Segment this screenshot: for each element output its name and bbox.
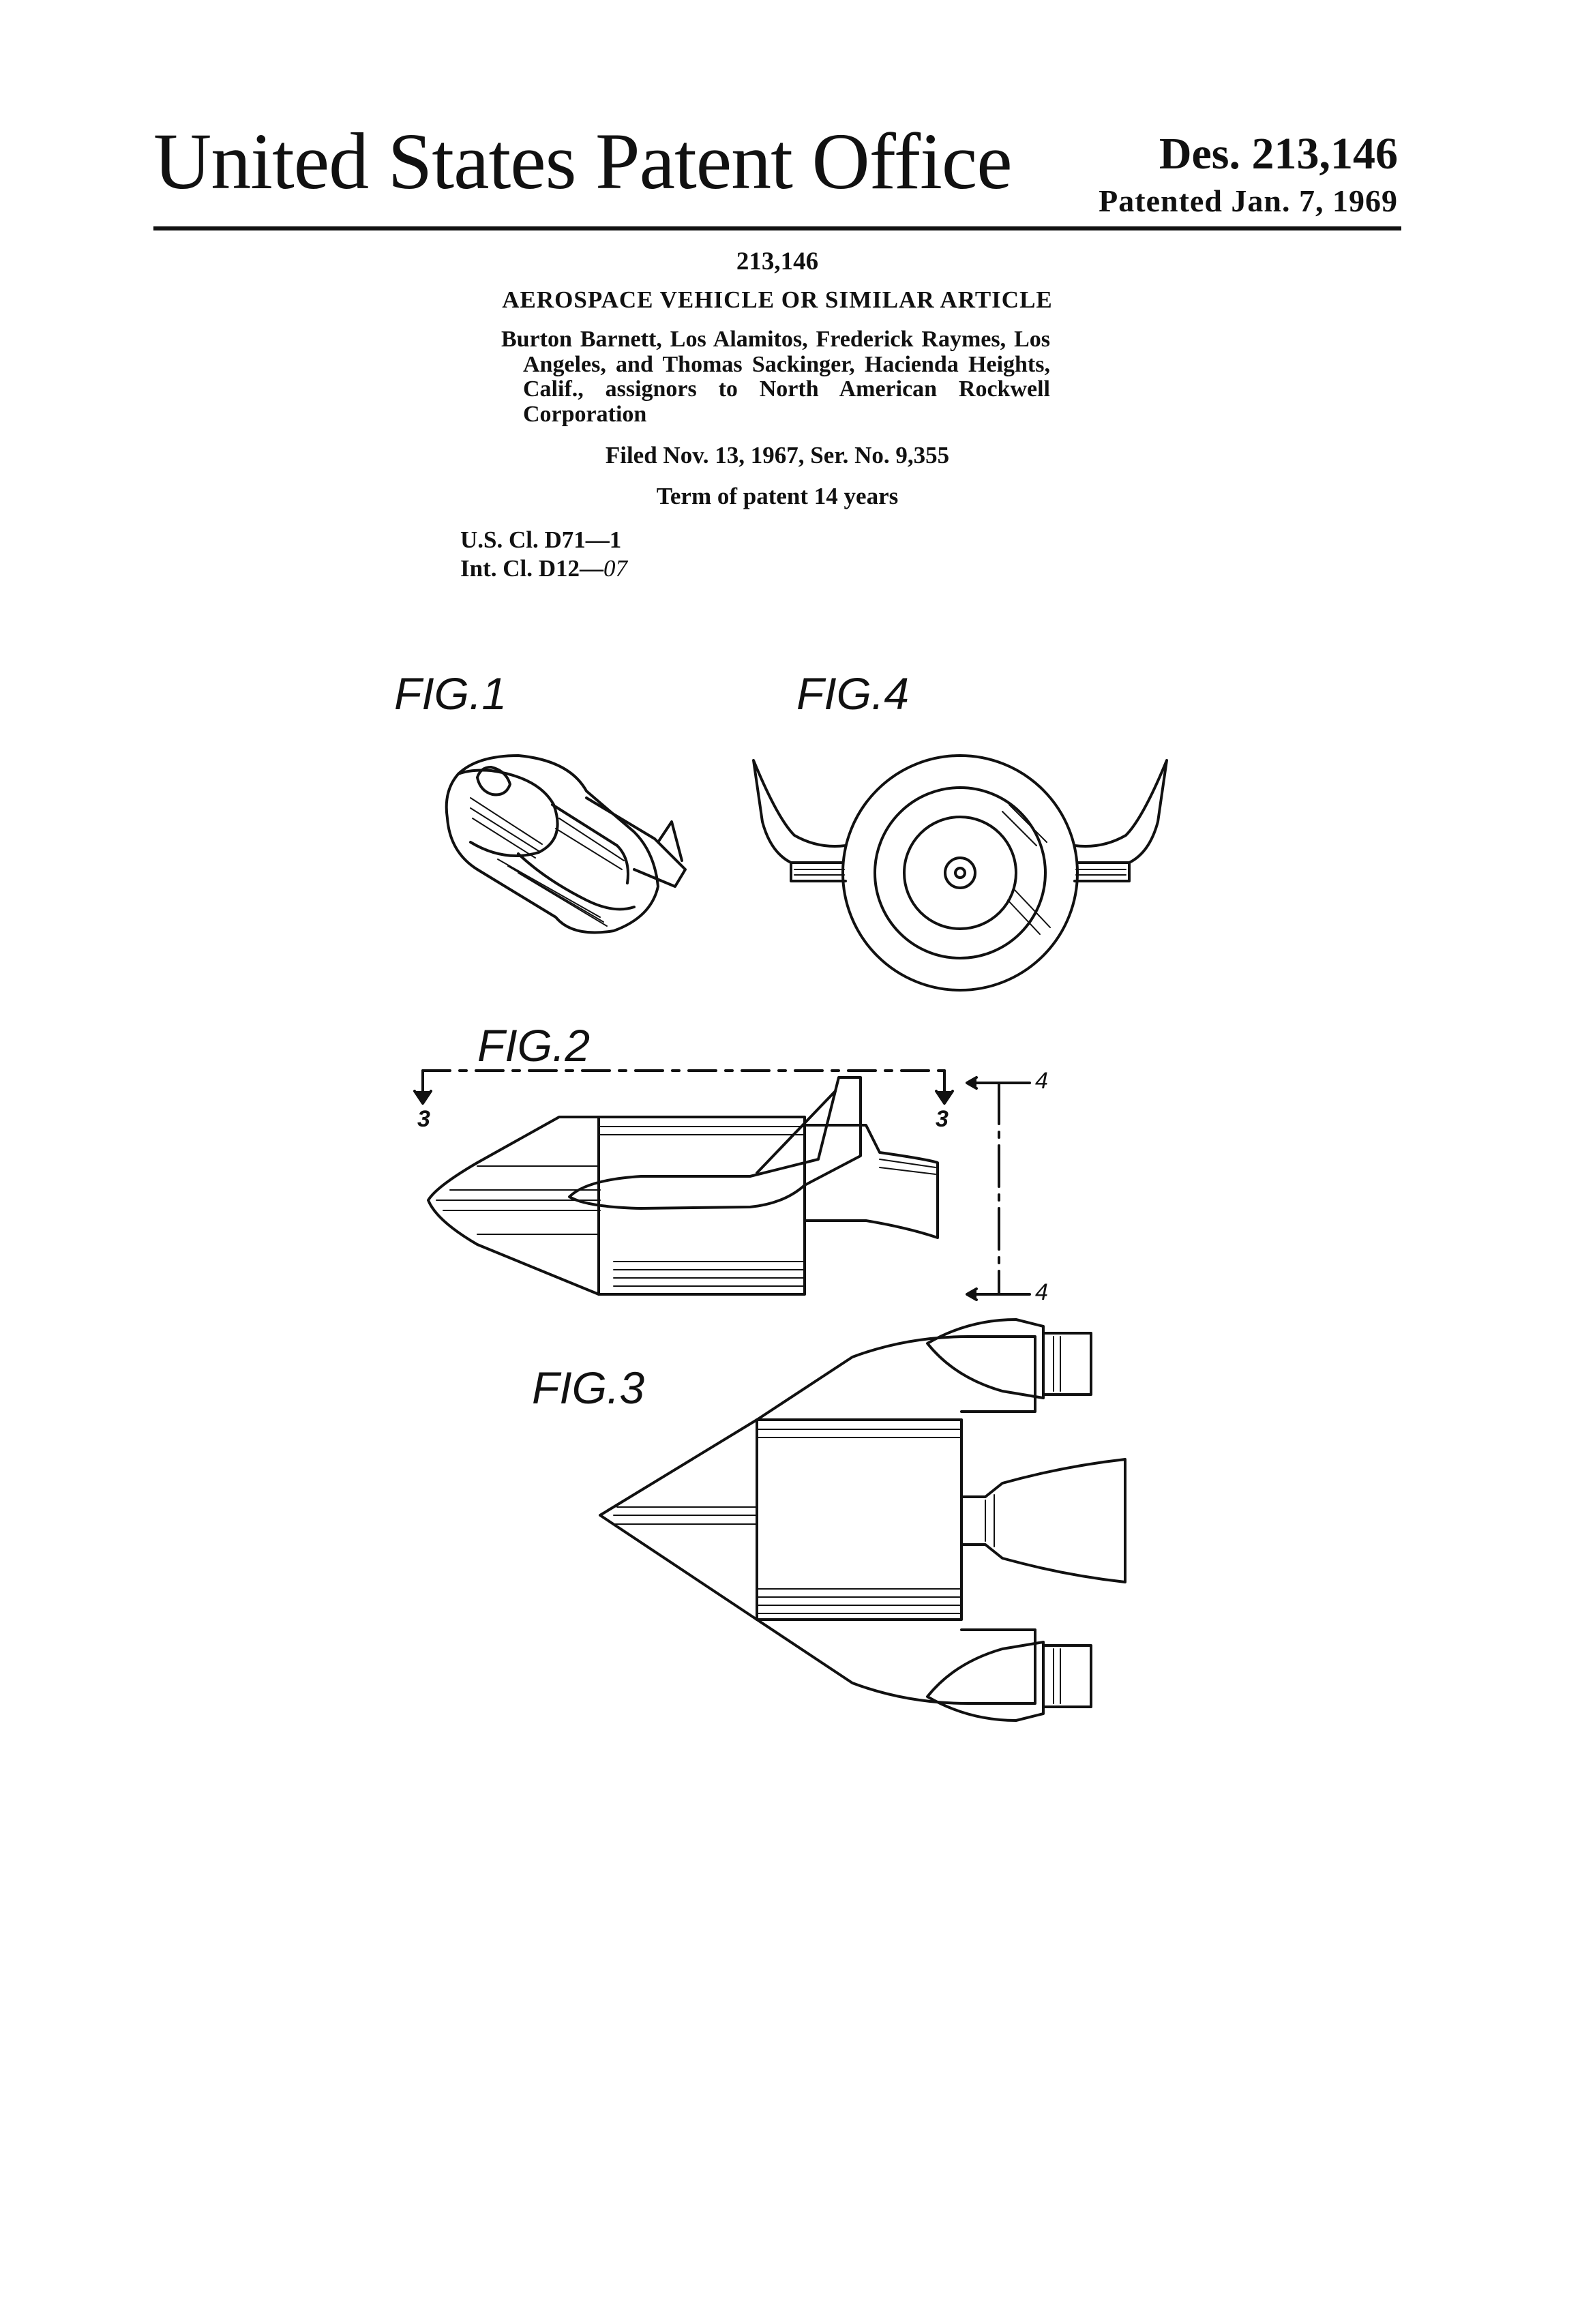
office-title: United States Patent Office [153, 117, 1012, 206]
filed-line: Filed Nov. 13, 1967, Ser. No. 9,355 [605, 442, 950, 468]
section-line-3-left: 3 [417, 1106, 430, 1132]
section-line-3-right: 3 [936, 1106, 949, 1132]
patented-date: Patented Jan. 7, 1969 [1099, 183, 1398, 218]
figure-4-front-view [753, 668, 1167, 990]
term-line: Term of patent 14 years [656, 483, 899, 509]
int-class-suffix: 07 [603, 555, 628, 582]
patent-number: 213,146 [736, 248, 819, 275]
figure-1-perspective-view [394, 668, 685, 933]
design-number: Des. 213,146 [1159, 129, 1398, 179]
section-line-4-bottom: 4 [1035, 1279, 1048, 1305]
int-class-prefix: Int. Cl. D12— [460, 555, 604, 582]
fig4-label: FIG.4 [796, 668, 910, 719]
fig3-label: FIG.3 [532, 1362, 645, 1413]
section-line-4-top: 4 [1035, 1068, 1048, 1094]
figure-2-side-view [415, 1020, 1048, 1305]
figure-3-plan-view [532, 1320, 1125, 1720]
inventors-paragraph: Burton Barnett, Los Alamitos, Frederick Raymes, Los Angeles, and Thomas Sackinger, Hacienda Heights, Calif., assignors to North American Rockwell Corporation [501, 327, 1050, 428]
fig2-label: FIG.2 [477, 1020, 591, 1071]
fig1-label: FIG.1 [394, 668, 507, 719]
article-title: AEROSPACE VEHICLE OR SIMILAR ARTICLE [502, 286, 1053, 313]
us-classification: U.S. Cl. D71—1 [460, 526, 622, 553]
